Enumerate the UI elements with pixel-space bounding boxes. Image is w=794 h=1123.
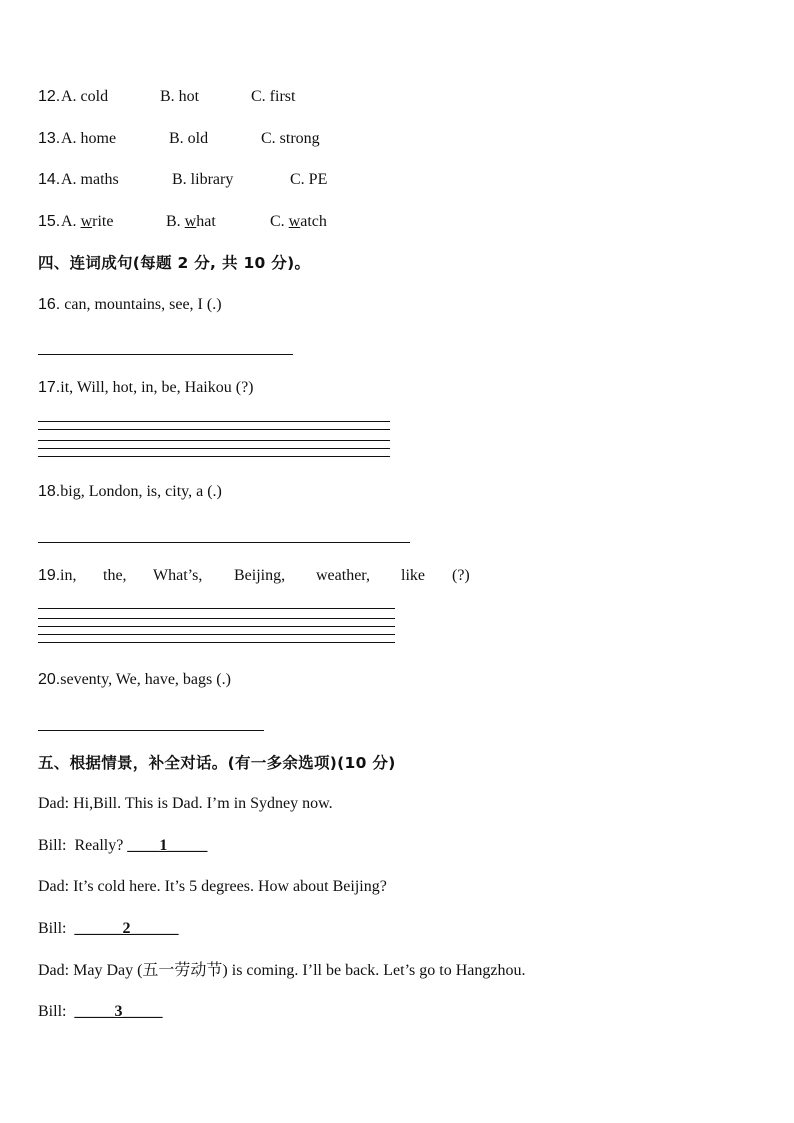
section4-heading: 四、连词成句(每题 2 分, 共 10 分)。 — [38, 254, 311, 272]
option-b — [166, 212, 216, 232]
option-a: A. cold — [61, 88, 109, 105]
question-18 — [38, 482, 222, 502]
answer-blank-2[interactable]: ______2______ — [74, 920, 179, 937]
answer-line[interactable] — [38, 608, 395, 609]
question-16 — [38, 295, 222, 315]
question-text: seventy, We, have, bags (.) — [60, 671, 231, 688]
word-rest: rite — [92, 213, 114, 230]
question-number: 20. — [38, 671, 61, 688]
option-b: B. old — [169, 130, 209, 147]
option-a: A. maths — [61, 171, 119, 188]
speaker: Dad: — [38, 878, 70, 895]
question-17 — [38, 378, 254, 398]
answer-line[interactable] — [38, 440, 390, 441]
dialogue-line — [38, 836, 207, 856]
answer-line[interactable] — [38, 626, 395, 627]
question-15 — [38, 212, 458, 232]
answer-blank-3[interactable]: _____3_____ — [74, 1003, 163, 1020]
underlined-letter: w — [288, 213, 301, 230]
question-number: 13. — [38, 130, 61, 147]
question-number: 19. — [38, 567, 61, 584]
question-13 — [38, 129, 458, 149]
question-number: 16. — [38, 296, 61, 313]
speaker: Bill: — [38, 920, 67, 937]
option-c: C. PE — [290, 171, 328, 188]
word: the, — [103, 567, 127, 584]
option-c: C. strong — [261, 130, 320, 147]
speaker: Dad: — [38, 795, 70, 812]
answer-line[interactable] — [38, 642, 395, 643]
word-rest: hat — [196, 213, 216, 230]
option-b: B. library — [172, 171, 234, 188]
option-b: B. hot — [160, 88, 200, 105]
section5-heading: 五、根据情景，补全对话。(有一多余选项)(10 分) — [38, 754, 396, 772]
question-number: 15. — [38, 213, 61, 230]
word: in, — [60, 567, 77, 584]
dialogue-line — [38, 919, 178, 939]
question-number: 14. — [38, 171, 61, 188]
word: weather, — [316, 567, 370, 584]
answer-line[interactable] — [38, 421, 390, 422]
answer-line[interactable] — [38, 542, 410, 543]
answer-line[interactable] — [38, 354, 293, 355]
word: Beijing, — [234, 567, 286, 584]
option-a — [61, 212, 113, 232]
question-text: big, London, is, city, a (.) — [60, 483, 222, 500]
dialogue-text: Really? — [66, 837, 128, 854]
question-text: it, Will, hot, in, be, Haikou (?) — [60, 379, 254, 396]
word: (?) — [452, 567, 470, 584]
option-c — [270, 212, 327, 232]
question-12 — [38, 87, 458, 107]
underlined-letter: w — [80, 213, 93, 230]
answer-line[interactable] — [38, 448, 390, 449]
word: like — [401, 567, 425, 584]
word-rest: atch — [300, 213, 327, 230]
answer-blank-1[interactable]: ____1_____ — [127, 837, 208, 854]
question-20 — [38, 670, 231, 690]
underlined-letter: w — [184, 213, 197, 230]
answer-line[interactable] — [38, 456, 390, 457]
option-letter: A. — [61, 213, 81, 230]
dialogue-text: May Day (五一劳动节) is coming. I’ll be back. Let’s go to Hangzhou. — [69, 962, 526, 979]
word: What’s, — [153, 567, 203, 584]
question-14 — [38, 170, 458, 190]
dialogue-line — [38, 794, 333, 814]
speaker: Bill: — [38, 837, 67, 854]
dialogue-line — [38, 877, 387, 897]
dialogue-line — [38, 961, 525, 981]
question-19 — [38, 566, 478, 586]
dialogue-text: It’s cold here. It’s 5 degrees. How about Beijing? — [69, 878, 387, 895]
option-c: C. first — [251, 88, 296, 105]
question-number: 17. — [38, 379, 61, 396]
speaker: Bill: — [38, 1003, 67, 1020]
answer-line[interactable] — [38, 730, 264, 731]
answer-line[interactable] — [38, 634, 395, 635]
question-text: can, mountains, see, I (.) — [60, 296, 222, 313]
option-a: A. home — [61, 130, 117, 147]
dialogue-line — [38, 1002, 162, 1022]
option-letter: B. — [166, 213, 185, 230]
question-number: 12. — [38, 88, 61, 105]
option-letter: C. — [270, 213, 289, 230]
question-number: 18. — [38, 483, 61, 500]
answer-line[interactable] — [38, 429, 390, 430]
answer-line[interactable] — [38, 618, 395, 619]
dialogue-text: Hi,Bill. This is Dad. I’m in Sydney now. — [69, 795, 333, 812]
speaker: Dad: — [38, 962, 70, 979]
